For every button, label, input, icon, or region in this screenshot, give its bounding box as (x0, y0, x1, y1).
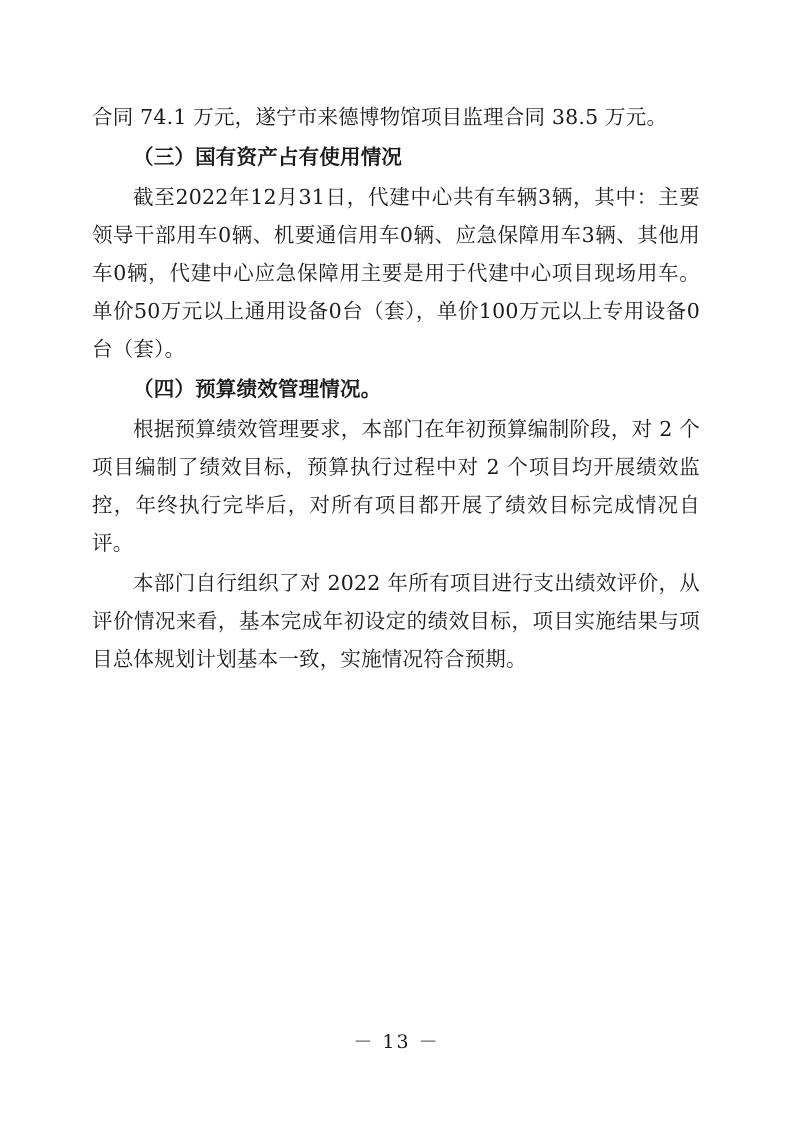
paragraph-continued-contracts: 合同 74.1 万元，遂宁市来德博物馆项目监理合同 38.5 万元。 (92, 105, 668, 129)
paragraph-self-evaluation: 本部门自行组织了对 2022 年所有项目进行支出绩效评价，从评价情况来看，基本完成年初设定的绩效目标，项目实施结果与项目总体规划计划基本一致，实施情况符合预期。 (92, 571, 700, 671)
document-body (92, 98, 700, 680)
paragraph-performance-requirements: 根据预算绩效管理要求，本部门在年初预算编制阶段，对 2 个项目编制了绩效目标，预算执行过程中对 2 个项目均开展绩效监控，年终执行完毕后，对所有项目都开展了绩效目标完成情况自评。 (92, 417, 700, 555)
heading-state-assets: （三）国有资产占有使用情况 (133, 145, 403, 169)
page-number: － 13 － (353, 1031, 440, 1053)
paragraph-vehicles: 截至2022年12月31日，代建中心共有车辆3辆，其中：主要领导干部用车0辆、机要通信用车0辆、应急保障用车3辆、其他用车0辆，代建中心应急保障用主要是用于代建中心项目现场用车。单价50万元以上通用设备0台（套），单价100万元以上专用设备0台（套）。 (92, 185, 700, 361)
heading-budget-performance: （四）预算绩效管理情况。 (133, 377, 382, 401)
